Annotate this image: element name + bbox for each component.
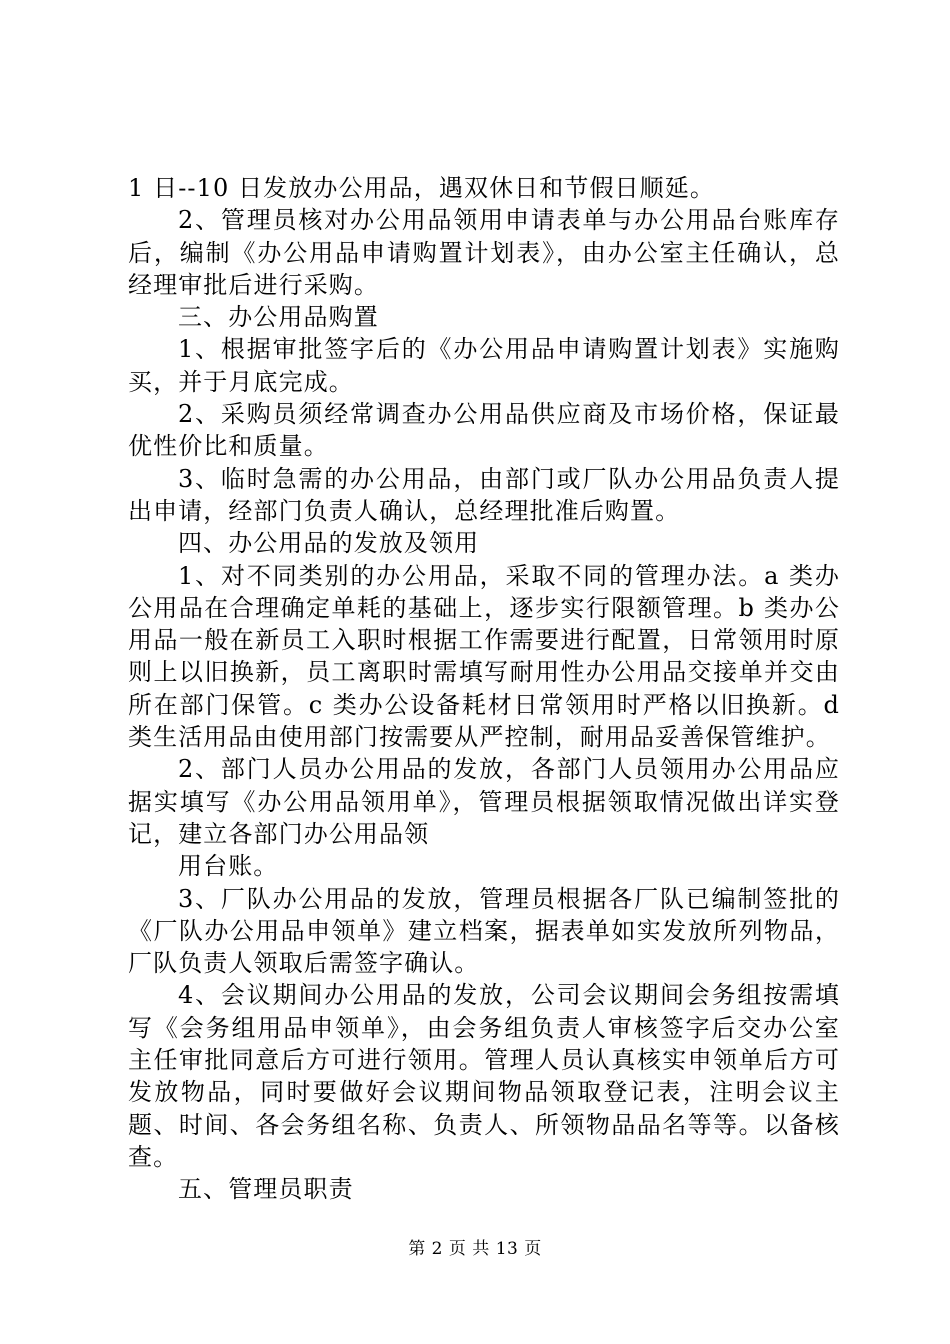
page-footer: 第 2 页 共 13 页 [408, 1239, 542, 1259]
section-heading: 四、办公用品的发放及领用 [178, 529, 480, 558]
paragraph: 4、会议期间办公用品的发放，公司会议期间会务组按需填写《会务组用品申领单》，由会务组负责人审核签字后交办公室主任审批同意后方可进行领用。管理人员认真核实申领单后方可发放物品，同时要做好会议期间物品领取登记表，注明会议主题、时间、各会务组名称、负责人、所领物品品名等等。以备核查。 [128, 981, 840, 1171]
paragraph: 2、部门人员办公用品的发放，各部门人员领用办公用品应据实填写《办公用品领用单》，管理员根据领取情况做出详实登记，建立各部门办公用品领 [128, 755, 840, 848]
section-heading: 五、管理员职责 [178, 1175, 354, 1204]
paragraph: 用台账。 [178, 852, 279, 881]
paragraph: 1、根据审批签字后的《办公用品申请购置计划表》实施购买，并于月底完成。 [128, 335, 840, 396]
paragraph: 3、厂队办公用品的发放，管理员根据各厂队已编制签批的《厂队办公用品申领单》建立档案，据表单如实发放所列物品，厂队负责人领取后需签字确认。 [128, 884, 840, 978]
paragraph: 2、采购员须经常调查办公用品供应商及市场价格，保证最优性价比和质量。 [128, 400, 840, 461]
paragraph: 1 日--10 日发放办公用品，遇双休日和节假日顺延。 [128, 174, 715, 202]
section-heading: 三、办公用品购置 [178, 303, 379, 332]
paragraph: 1、对不同类别的办公用品，采取不同的管理办法。a 类办公用品在合理确定单耗的基础上，逐步实行限额管理。b 类办公用品一般在新员工入职时根据工作需要进行配置，日常领用时原则上以旧换新，员工离职时需填写耐用性办公用品交接单并交由所在部门保管。c 类办公设备耗材日常领用时严格以旧换新。d 类生活用品由使用部门按需要从严控制，耐用品妥善保管维护。 [128, 561, 840, 752]
paragraph: 3、临时急需的办公用品，由部门或厂队办公用品负责人提出申请，经部门负责人确认，总经理批准后购置。 [128, 464, 840, 525]
paragraph: 2、管理员核对办公用品领用申请表单与办公用品台账库存后，编制《办公用品申请购置计划表》，由办公室主任确认，总经理审批后进行采购。 [128, 206, 840, 299]
document-body [128, 172, 840, 1206]
